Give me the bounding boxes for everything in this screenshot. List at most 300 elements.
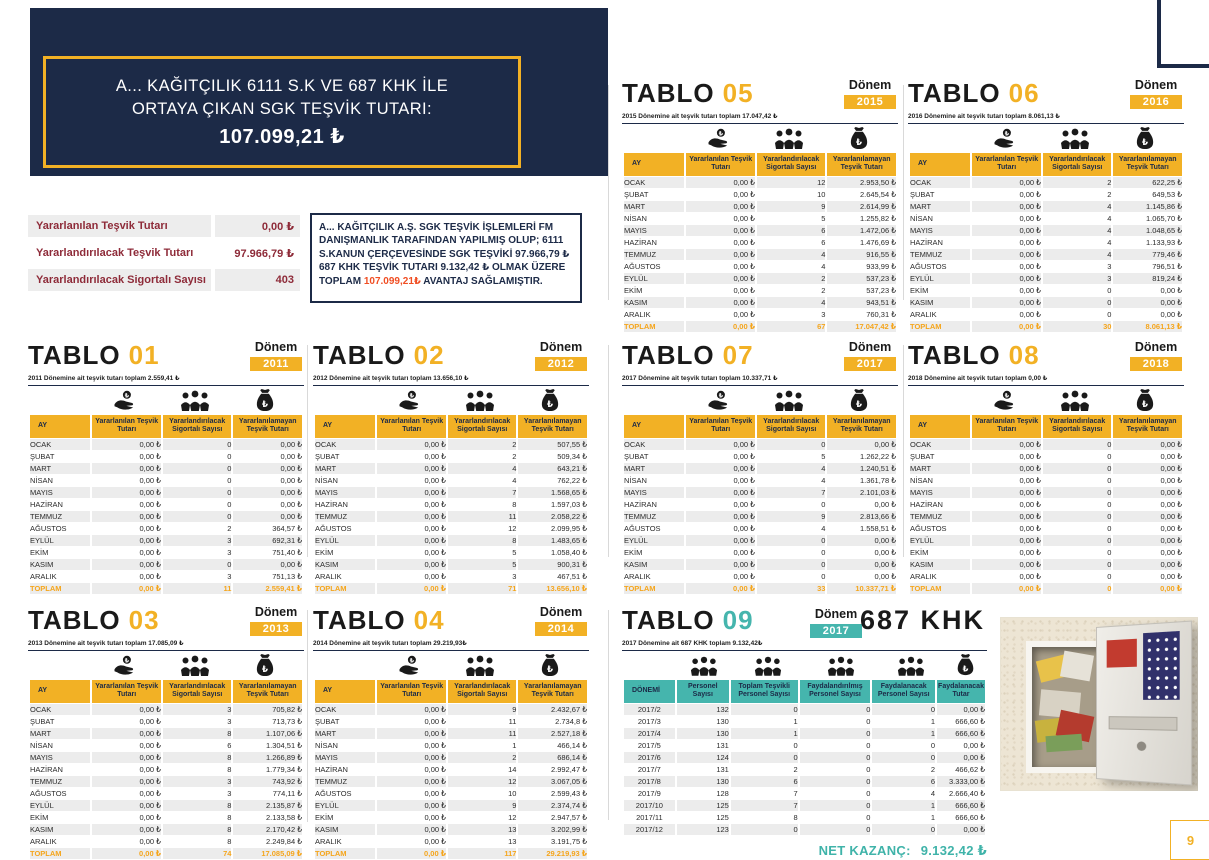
value-cell: 3.333,00 ₺ [937,776,985,787]
value-cell: EKİM [910,285,929,295]
value-cell: 3 [163,535,232,546]
value-cell: 9 [448,704,517,715]
value-cell: 0,00 ₺ [686,297,755,308]
table-row [315,499,587,510]
value-cell: 0,00 ₺ [92,728,161,739]
value-cell: OCAK [624,439,684,450]
table-row [624,800,985,811]
table-row [910,261,1182,272]
value-cell: 0 [1107,547,1112,557]
value-cell: 0 [1043,439,1112,450]
tablo-title-text: TABLO [313,605,406,635]
column-header: Yararlandırılacak Sigortalı Sayısı [1043,153,1112,176]
header-row [315,680,587,703]
value-cell: 2017/11 [636,812,663,822]
table-row [315,523,587,534]
tablo-icons [313,386,589,414]
value-cell: EYLÜL [30,535,90,546]
table-row [315,463,587,474]
value-cell: 0 [1107,499,1112,509]
value-cell: 2.992,47 ₺ [550,764,587,774]
value-cell: 8 [163,728,232,739]
value-cell: ARALIK [910,309,937,319]
value-cell: 2.947,57 ₺ [550,812,587,822]
value-cell: 0,00 ₺ [92,511,161,522]
value-cell: EYLÜL [315,800,375,811]
value-cell: 1 [872,728,935,739]
value-cell: HAZİRAN [315,764,348,774]
value-cell: 17.085,09 ₺ [233,848,302,859]
table-row [30,559,302,570]
value-cell: 0 [163,463,232,474]
value-cell: 2.666,40 ₺ [948,788,985,798]
value-cell: TEMMUZ [30,776,90,787]
value-cell: NİSAN [624,475,647,485]
tablo-title-text: TABLO [313,340,406,370]
money-stack [1060,651,1094,682]
value-cell: 0,00 ₺ [972,535,1041,546]
table-row [30,716,302,727]
value-cell: 0 [1043,463,1112,474]
value-cell: OCAK [315,704,375,715]
toplam-row [30,848,302,859]
tablo-data-table [908,152,1184,333]
table-row [910,547,1182,558]
info-text: 9.132,42 ₺ [440,262,490,274]
table-row [910,213,1182,224]
table-row [315,704,587,715]
value-cell: 1.065,70 ₺ [1145,213,1182,223]
value-cell: 8 [227,812,232,822]
value-cell: 666,60 ₺ [937,728,985,739]
period-block [810,607,862,639]
table-row [624,261,896,272]
value-cell: 2017/7 [637,764,661,774]
value-cell: 0,00 ₺ [92,439,161,450]
tablo-card [28,605,304,860]
tablo-03 [28,605,304,860]
value-cell: 0,00 ₺ [280,475,302,485]
people-group-icon [897,655,925,676]
value-cell: MAYIS [624,487,684,498]
value-cell: 3 [227,716,232,726]
value-cell: 12 [757,177,826,188]
value-cell: OCAK [910,439,970,450]
value-cell: 5 [512,547,517,557]
value-cell: 0,00 ₺ [1019,189,1041,199]
value-cell: 2017/2 [624,704,675,715]
value-cell: 0,00 ₺ [733,237,755,247]
table-row [30,788,302,799]
value-cell: 3 [821,309,826,319]
people-group-icon [180,654,210,676]
value-cell: 466,62 ₺ [955,764,985,774]
svg-text:₺: ₺ [1142,137,1148,148]
table-row [30,824,302,835]
value-cell: 131 [716,764,729,774]
table-row [624,451,896,462]
value-cell: 1 [512,740,517,750]
period-block [1130,78,1182,110]
safe-door-display [1107,639,1137,668]
tablo-04 [313,605,589,860]
value-cell: 0,00 ₺ [280,499,302,509]
value-cell: 0 [800,752,871,763]
value-cell: 0,00 ₺ [686,463,755,474]
column-header: Yararlanılan Teşvik Tutarı [92,415,161,438]
table-row [624,571,896,582]
value-cell: 0,00 ₺ [827,535,896,546]
svg-text:₺: ₺ [718,391,724,399]
info-text: 687 KHK TEŞVİK TUTARI [319,262,441,274]
table-row [624,523,896,534]
value-cell: 6 [757,225,826,236]
table-row [624,463,896,474]
column-header: Toplam Teşvikli Personel Sayısı [731,680,798,703]
svg-text:₺: ₺ [262,664,268,675]
value-cell: ARALIK [315,571,342,581]
value-cell: EKİM [315,547,334,557]
value-cell: 1.779,34 ₺ [265,764,302,774]
value-cell: EYLÜL [315,535,375,546]
value-cell: 11 [448,728,517,739]
table-row [30,728,302,739]
value-cell: OCAK [910,177,970,188]
value-cell: 4 [821,475,826,485]
value-cell: ŞUBAT [910,451,935,461]
people-group-icon [774,389,804,411]
value-cell: 2.374,74 ₺ [518,800,587,811]
value-cell: 3.202,99 ₺ [518,824,587,835]
value-cell: 1.483,65 ₺ [518,535,587,546]
value-cell: 0,00 ₺ [972,583,1041,594]
value-cell: 11 [448,511,517,522]
value-cell: 0,00 ₺ [139,836,161,846]
tablo-icons [622,124,898,152]
table-row [315,728,587,739]
value-cell: 3.191,75 ₺ [550,836,587,846]
summary-value: 97.966,79 ₺ [234,247,294,260]
column-header: Yararlanılamayan Teşvik Tutarı [827,153,896,176]
value-cell: 1.058,40 ₺ [550,547,587,557]
value-cell: NİSAN [315,740,338,750]
column-header: Personel Sayısı [677,680,729,703]
value-cell: 622,25 ₺ [1113,177,1182,188]
value-cell: 0,00 ₺ [92,583,161,594]
value-cell: 0,00 ₺ [1113,439,1182,450]
value-cell: 0,00 ₺ [972,321,1041,332]
hand-coin-icon [993,128,1017,149]
value-cell: 2 [448,752,517,763]
value-cell: 1.558,51 ₺ [859,523,896,533]
value-cell: 125 [716,812,729,822]
value-cell: 2 [930,764,936,774]
table-row [30,836,302,847]
value-cell: 0,00 ₺ [139,499,161,509]
value-cell: 12 [448,776,517,787]
value-cell: TEMMUZ [910,511,970,522]
value-cell: HAZİRAN [624,499,657,509]
value-cell: 0,00 ₺ [377,463,446,474]
value-cell: 0,00 ₺ [424,547,446,557]
value-cell: 5 [821,451,826,461]
money-bag-icon [1136,389,1154,412]
tablo-card [28,340,304,595]
value-cell: 0,00 ₺ [733,213,755,223]
value-cell: 0,00 ₺ [139,451,161,461]
header-row [30,680,302,703]
table-row [624,716,985,727]
value-cell: 0,00 ₺ [963,740,985,750]
value-cell: 0,00 ₺ [686,321,755,332]
value-cell: 0,00 ₺ [377,848,446,859]
value-cell: 2.614,99 ₺ [827,201,896,212]
tablo-data-table [313,679,589,860]
value-cell: 4 [757,463,826,474]
value-cell: 0,00 ₺ [92,535,161,546]
value-cell: 2.813,66 ₺ [827,511,896,522]
value-cell: 774,11 ₺ [272,788,302,798]
period-year-badge: 2016 [1130,95,1182,109]
value-cell: 0,00 ₺ [874,571,896,581]
table-row [624,475,896,486]
value-cell: 666,60 ₺ [955,812,985,822]
tablo-data-table [622,152,898,333]
svg-text:₺: ₺ [409,656,415,664]
value-cell: 0,00 ₺ [424,812,446,822]
svg-text:₺: ₺ [856,137,862,148]
value-cell: 130 [677,776,729,787]
money-bag-icon [541,654,559,677]
value-cell: ARALIK [910,571,937,581]
value-cell: NİSAN [624,213,647,223]
value-cell: HAZİRAN [624,237,657,247]
value-cell: 0,00 ₺ [92,463,161,474]
money-bag-icon [850,389,868,412]
summary-row [28,242,300,264]
period-label: Dönem [848,340,892,354]
summary-value: 0,00 ₺ [215,215,300,237]
header-row [910,153,1182,176]
value-cell: ŞUBAT [910,189,935,199]
info-text: A... KAĞITÇILIK A.Ş. SGK TEŞVİK İŞLEMLERİ FM DANIŞMANLIK TARAFINDAN YAPILMIŞ OLUP; 6111 S.KANUN ÇERÇEVESİNDE SGK TEŞVİKİ [319,222,564,260]
value-cell: 0,00 ₺ [733,523,755,533]
value-cell: 705,82 ₺ [233,704,302,715]
value-cell: 1.597,03 ₺ [550,499,587,509]
table-row [910,499,1182,510]
people-group-icon [1060,127,1090,149]
value-cell: 0 [227,451,232,461]
value-cell: 2.170,42 ₺ [233,824,302,835]
value-cell: 2.734,8 ₺ [555,716,587,726]
tablo-card [908,78,1184,333]
value-cell: 1.048,65 ₺ [1113,225,1182,236]
value-cell: 0,00 ₺ [1113,583,1182,594]
column-header: Yararlandırılacak Sigortalı Sayısı [757,415,826,438]
value-cell: 0 [1043,535,1112,546]
net-kazanc-label: NET KAZANÇ: [818,842,911,858]
table-row [910,177,1182,188]
people-group-icon [754,655,782,676]
tablo-icons [622,386,898,414]
value-cell: 8 [448,535,517,546]
column-header: DÖNEMİ [624,680,675,703]
value-cell: EYLÜL [30,800,90,811]
table-row [315,752,587,763]
value-cell: ŞUBAT [624,451,649,461]
value-cell: 933,99 ₺ [866,261,896,271]
value-cell: 2.527,18 ₺ [518,728,587,739]
info-box [310,213,582,303]
value-cell: 0,00 ₺ [233,439,302,450]
value-cell: 507,55 ₺ [518,439,587,450]
table-row [624,788,985,799]
value-cell: 0,00 ₺ [827,439,896,450]
column-header: Yararlanılan Teşvik Tutarı [686,415,755,438]
value-cell: 1.472,06 ₺ [827,225,896,236]
value-cell: 8.061,13 ₺ [1113,321,1182,332]
value-cell: 0,00 ₺ [424,475,446,485]
value-cell: 4 [1043,201,1112,212]
value-cell: 2.599,43 ₺ [550,788,587,798]
table-row [910,225,1182,236]
value-cell: 2017/3 [637,716,661,726]
hand-coin-icon [707,128,731,149]
value-cell: 7 [731,800,798,811]
tablo-title-text: TABLO [622,78,715,108]
table-row [30,499,302,510]
value-cell: ŞUBAT [315,451,340,461]
header-row [910,415,1182,438]
value-cell: TOPLAM [624,583,684,594]
table-row [30,776,302,787]
tablo-card [908,340,1184,595]
value-cell: 0,00 ₺ [1019,261,1041,271]
value-cell: MART [624,463,684,474]
value-cell: 0,00 ₺ [686,439,755,450]
value-cell: EKİM [30,812,49,822]
period-label: Dönem [814,607,858,621]
tablo-header [313,340,589,376]
value-cell: 4 [930,788,936,798]
column-header: Yararlanılamayan Teşvik Tutarı [518,680,587,703]
table-row [30,475,302,486]
period-block [250,605,302,637]
value-cell: EKİM [624,285,643,295]
value-cell: 0,00 ₺ [1160,309,1182,319]
value-cell: 3 [1043,273,1112,284]
value-cell: 0 [866,764,871,774]
value-cell: ŞUBAT [30,716,55,726]
hero-title-line2: ORTAYA ÇIKAN SGK TEŞVİK TUTARI: [132,100,432,118]
value-cell: 0 [163,511,232,522]
value-cell: 0,00 ₺ [139,764,161,774]
value-cell: MART [315,463,375,474]
tablo-02 [313,340,589,595]
value-cell: 12 [508,812,517,822]
value-cell: 6 [731,776,798,787]
value-cell: TEMMUZ [624,511,684,522]
table-row [910,571,1182,582]
tablo-number: 03 [128,605,160,635]
value-cell: 537,23 ₺ [866,285,896,295]
value-cell: 0,00 ₺ [686,511,755,522]
value-cell: ARALIK [624,571,651,581]
value-cell: 8 [793,812,798,822]
table-row [624,273,896,284]
table-row [910,463,1182,474]
value-cell: 13.656,10 ₺ [518,583,587,594]
value-cell: TEMMUZ [315,776,375,787]
value-cell: 762,22 ₺ [557,475,587,485]
tablo-header [622,78,898,114]
value-cell: 0,00 ₺ [377,583,446,594]
table-row [30,740,302,751]
tablo-header [622,340,898,376]
svg-text:₺: ₺ [856,399,862,410]
value-cell: 0 [1043,559,1112,570]
tablo-data-table [28,679,304,860]
info-text: OLMAK ÜZERE TOPLAM [319,262,566,287]
column-header: Yararlanılan Teşvik Tutarı [686,153,755,176]
value-cell: 4 [448,463,517,474]
table-row [624,764,985,775]
corner-decoration [1157,0,1209,68]
period-block [844,340,896,372]
value-cell: 2.432,67 ₺ [518,704,587,715]
value-cell: EYLÜL [624,273,684,284]
column-header: AY [624,153,684,176]
period-year-badge: 2015 [844,95,896,109]
tablo-data-table [313,414,589,595]
tablo-title-text: TABLO [622,605,715,635]
value-cell: KASIM [910,559,970,570]
value-cell: 0,00 ₺ [733,475,755,485]
table-row [315,800,587,811]
tablo-number: 06 [1008,78,1040,108]
value-cell: 2.133,58 ₺ [265,812,302,822]
value-cell: 0,00 ₺ [1019,475,1041,485]
table-row [624,189,896,200]
value-cell: 2 [821,285,826,295]
value-cell: 466,14 ₺ [557,740,587,750]
value-cell: 0,00 ₺ [686,487,755,498]
value-cell: 0,00 ₺ [972,439,1041,450]
table-row [624,812,985,823]
value-cell: 0 [1107,285,1112,295]
period-block [844,78,896,110]
value-cell: 4 [757,249,826,260]
value-cell: 0,00 ₺ [92,848,161,859]
summary-row [28,269,300,291]
value-cell: KASIM [30,559,90,570]
value-cell: OCAK [30,704,90,715]
value-cell: 4 [1107,213,1112,223]
period-block [1130,340,1182,372]
toplam-row [910,583,1182,594]
value-cell: HAZİRAN [30,764,63,774]
value-cell: 0,00 ₺ [1113,487,1182,498]
table-row [315,571,587,582]
tablo-number: 07 [722,340,754,370]
value-cell: OCAK [315,439,375,450]
value-cell: 2.953,50 ₺ [827,177,896,188]
value-cell: 0,00 ₺ [424,716,446,726]
value-cell: 2 [757,273,826,284]
value-cell: 1 [731,728,798,739]
value-cell: 2017/10 [624,800,675,811]
value-cell: TOPLAM [624,321,684,332]
